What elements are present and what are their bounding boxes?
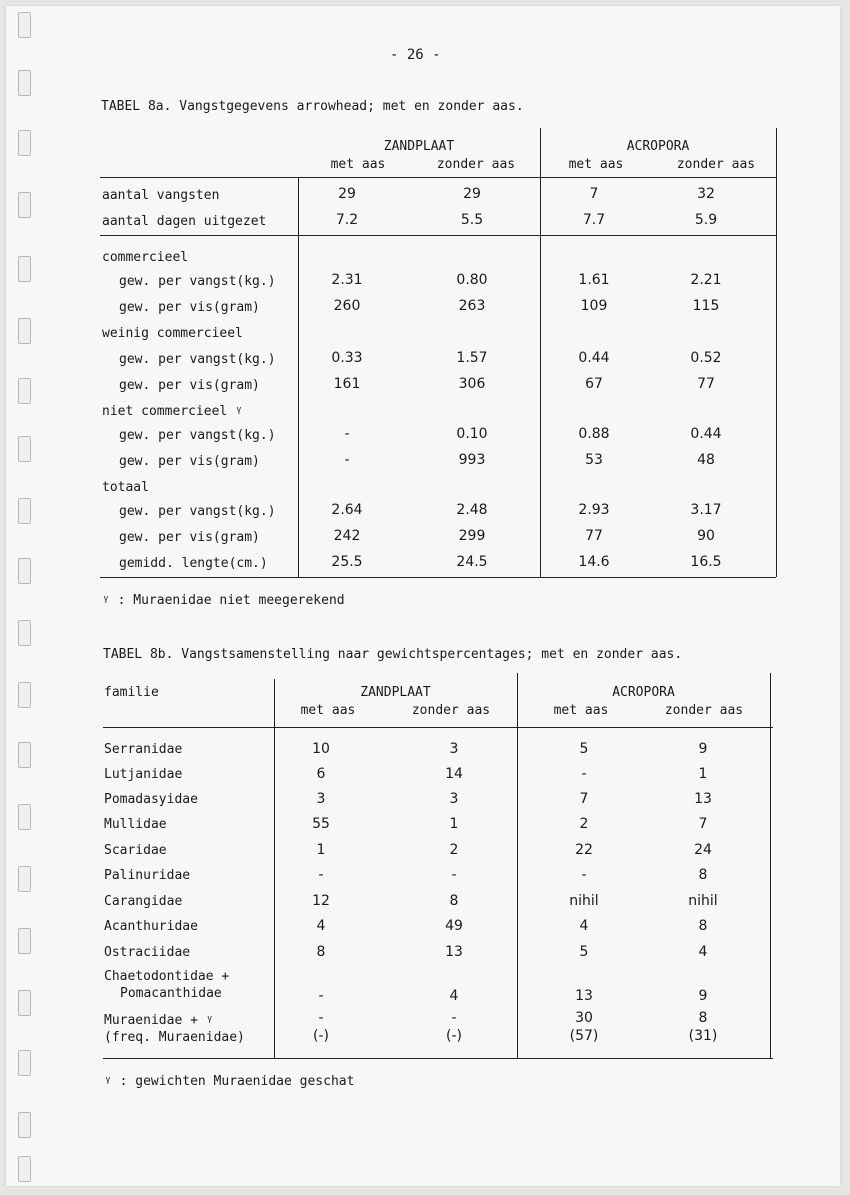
- table-a-cell: 77: [697, 376, 715, 392]
- table-b-subheader: zonder aas: [411, 703, 491, 718]
- table-a-caption: TABEL 8a. Vangstgegevens arrowhead; met en zonder aas.: [101, 99, 524, 114]
- table-b-subheader: zonder aas: [664, 703, 744, 718]
- table-b-row-label: Acanthuridae: [104, 919, 198, 934]
- table-b-cell: 5: [579, 944, 589, 960]
- table-a-cell: 0.80: [456, 272, 488, 288]
- table-b-cell: 8: [449, 893, 459, 909]
- table-a-cell: 993: [458, 452, 486, 468]
- table-b-cell: 1: [449, 816, 459, 832]
- table-a-row-label: gew. per vis(gram): [119, 454, 260, 469]
- table-b-vline-2: [517, 673, 518, 1058]
- table-b-header-rule: [103, 727, 773, 728]
- table-a-cell: 0.52: [690, 350, 722, 366]
- table-a-cell: 2.48: [456, 502, 488, 518]
- table-b-cell: 2: [449, 842, 459, 858]
- table-a-row-label: gew. per vis(gram): [119, 378, 260, 393]
- binder-hole: [18, 682, 31, 708]
- table-b-cell: -: [581, 766, 587, 782]
- table-b-cell: 4: [698, 944, 708, 960]
- table-a-cell: 0.33: [331, 350, 363, 366]
- table-b-cell: 8: [316, 944, 326, 960]
- table-b-cell: 13: [445, 944, 463, 960]
- binder-hole: [18, 436, 31, 462]
- table-a-cell: -: [344, 426, 350, 442]
- binder-hole: [18, 12, 31, 38]
- table-b-group-acropora: ACROPORA: [612, 685, 675, 700]
- table-a-cell: 7.7: [582, 212, 606, 228]
- binder-hole: [18, 928, 31, 954]
- table-a-cell: 161: [333, 376, 361, 392]
- table-a-row-label: niet commercieel ᵞ: [102, 404, 243, 419]
- table-b-cell: 24: [694, 842, 712, 858]
- table-b-cell: 4: [579, 918, 589, 934]
- table-b-row-label: Scaridae: [104, 843, 167, 858]
- table-a-cell: 115: [692, 298, 720, 314]
- binder-hole: [18, 192, 31, 218]
- table-b-cell: -: [451, 1010, 457, 1026]
- table-b-cell: 12: [312, 893, 330, 909]
- table-b-row-label: Ostraciidae: [104, 945, 191, 960]
- table-b-cell: 7: [698, 816, 708, 832]
- table-a-cell: 263: [458, 298, 486, 314]
- table-b-vline-3: [770, 673, 771, 1058]
- table-b-cell: 3: [449, 791, 459, 807]
- table-a-cell: 299: [458, 528, 486, 544]
- table-b-caption: TABEL 8b. Vangstsamenstelling naar gewichtspercentages; met en zonder aas.: [103, 647, 683, 662]
- table-a-cell: 7.2: [335, 212, 359, 228]
- table-a-cell: 2.21: [690, 272, 722, 288]
- document-page: [6, 6, 840, 1186]
- table-b-cell: 13: [694, 791, 712, 807]
- table-a-cell: 25.5: [331, 554, 363, 570]
- binder-hole: [18, 1112, 31, 1138]
- table-b-subheader: met aas: [553, 703, 609, 718]
- table-a-footnote: ᵞ : Muraenidae niet meegerekend: [102, 593, 345, 608]
- binder-hole: [18, 378, 31, 404]
- binder-hole: [18, 70, 31, 96]
- table-a-cell: 5.5: [460, 212, 484, 228]
- table-a-cell: 0.44: [690, 426, 722, 442]
- table-b-familie-header: familie: [104, 685, 159, 700]
- table-a-cell: 7: [589, 186, 599, 202]
- table-b-cell: (-): [446, 1028, 462, 1044]
- table-b-row-label: Pomadasyidae: [104, 792, 198, 807]
- table-a-cell: 2.31: [331, 272, 363, 288]
- table-a-cell: 0.44: [578, 350, 610, 366]
- table-a-cell: 53: [585, 452, 603, 468]
- table-b-cell: 9: [698, 988, 708, 1004]
- table-b-cell: 14: [445, 766, 463, 782]
- table-a-cell: 109: [580, 298, 608, 314]
- table-a-cell: 24.5: [456, 554, 488, 570]
- table-a-row-label: commercieel: [102, 250, 189, 265]
- table-a-cell: 2.64: [331, 502, 363, 518]
- table-b-row-label: Carangidae: [104, 894, 183, 909]
- binder-hole: [18, 1050, 31, 1076]
- table-b-bottom-rule: [103, 1058, 773, 1059]
- table-b-row-label: Palinuridae: [104, 868, 191, 883]
- table-b-row-label: (freq. Muraenidae): [104, 1030, 245, 1045]
- table-b-cell: nihil: [688, 893, 718, 909]
- table-b-row-label: Chaetodontidae +: [104, 969, 230, 984]
- table-b-cell: -: [318, 867, 324, 883]
- table-a-cell: 0.10: [456, 426, 488, 442]
- table-a-subheader: zonder aas: [676, 157, 756, 172]
- table-b-cell: (31): [688, 1028, 718, 1044]
- table-a-row-label: aantal vangsten: [102, 188, 220, 203]
- table-a-cell: 1.61: [578, 272, 610, 288]
- binder-hole: [18, 318, 31, 344]
- table-a-bottom-rule: [100, 577, 776, 578]
- table-a-cell: 5.9: [694, 212, 718, 228]
- table-a-cell: 0.88: [578, 426, 610, 442]
- table-a-cell: 14.6: [578, 554, 610, 570]
- binder-hole: [18, 866, 31, 892]
- table-b-cell: nihil: [569, 893, 599, 909]
- table-a-cell: 77: [585, 528, 603, 544]
- table-a-vline-3: [776, 128, 777, 577]
- table-a-group-zandplaat: ZANDPLAAT: [383, 139, 455, 154]
- binder-hole: [18, 558, 31, 584]
- table-b-cell: 13: [575, 988, 593, 1004]
- binder-hole: [18, 804, 31, 830]
- table-b-cell: -: [451, 867, 457, 883]
- table-a-mid-rule: [100, 235, 776, 236]
- table-b-footnote: ᵞ : gewichten Muraenidae geschat: [104, 1074, 355, 1089]
- table-a-row-label: gew. per vangst(kg.): [119, 428, 276, 443]
- table-a-row-label: aantal dagen uitgezet: [102, 214, 267, 229]
- table-b-row-label: Pomacanthidae: [120, 986, 222, 1001]
- table-a-cell: 242: [333, 528, 361, 544]
- table-a-cell: 16.5: [690, 554, 722, 570]
- binder-hole: [18, 256, 31, 282]
- table-b-cell: 22: [575, 842, 593, 858]
- table-a-header-rule: [100, 177, 776, 178]
- table-b-cell: 10: [312, 741, 330, 757]
- table-a-row-label: gew. per vangst(kg.): [119, 352, 276, 367]
- table-b-cell: -: [581, 867, 587, 883]
- table-b-cell: -: [318, 1010, 324, 1026]
- table-b-row-label: Serranidae: [104, 742, 183, 757]
- table-b-subheader: met aas: [300, 703, 356, 718]
- binder-hole: [18, 742, 31, 768]
- table-b-cell: 8: [698, 867, 708, 883]
- table-a-cell: 48: [697, 452, 715, 468]
- table-b-vline-1: [274, 679, 275, 1058]
- table-a-subheader: zonder aas: [436, 157, 516, 172]
- table-b-cell: 7: [579, 791, 589, 807]
- table-a-row-label: gew. per vis(gram): [119, 530, 260, 545]
- binder-hole: [18, 498, 31, 524]
- table-b-cell: 55: [312, 816, 330, 832]
- table-a-row-label: gew. per vangst(kg.): [119, 504, 276, 519]
- table-a-cell: 32: [697, 186, 715, 202]
- table-b-cell: 4: [316, 918, 326, 934]
- table-a-row-label: gemidd. lengte(cm.): [119, 556, 268, 571]
- table-a-row-label: gew. per vangst(kg.): [119, 274, 276, 289]
- table-a-cell: 67: [585, 376, 603, 392]
- table-b-cell: 8: [698, 918, 708, 934]
- table-b-row-label: Muraenidae + ᵞ: [104, 1013, 214, 1028]
- table-a-subheader: met aas: [330, 157, 386, 172]
- table-b-cell: 49: [445, 918, 463, 934]
- table-a-cell: 90: [697, 528, 715, 544]
- table-b-cell: 1: [698, 766, 708, 782]
- table-a-cell: 29: [463, 186, 481, 202]
- table-b-cell: -: [318, 988, 324, 1004]
- table-b-cell: (-): [313, 1028, 329, 1044]
- table-b-cell: 6: [316, 766, 326, 782]
- table-a-vline-2: [540, 128, 541, 577]
- table-b-cell: (57): [569, 1028, 599, 1044]
- table-b-cell: 2: [579, 816, 589, 832]
- table-b-cell: 5: [579, 741, 589, 757]
- table-b-cell: 4: [449, 988, 459, 1004]
- table-a-cell: -: [344, 452, 350, 468]
- table-a-cell: 1.57: [456, 350, 488, 366]
- table-a-row-label: weinig commercieel: [102, 326, 243, 341]
- table-a-row-label: totaal: [102, 480, 149, 495]
- table-a-group-acropora: ACROPORA: [626, 139, 690, 154]
- table-b-row-label: Lutjanidae: [104, 767, 183, 782]
- page-number: - 26 -: [390, 47, 441, 63]
- binder-hole: [18, 130, 31, 156]
- table-b-group-zandplaat: ZANDPLAAT: [360, 685, 431, 700]
- table-a-cell: 260: [333, 298, 361, 314]
- table-a-row-label: gew. per vis(gram): [119, 300, 260, 315]
- binder-holes: [18, 6, 34, 1186]
- table-b-cell: 8: [698, 1010, 708, 1026]
- table-a-cell: 306: [458, 376, 486, 392]
- binder-hole: [18, 620, 31, 646]
- table-b-cell: 3: [316, 791, 326, 807]
- binder-hole: [18, 1156, 31, 1182]
- table-a-vline-1: [298, 177, 299, 577]
- table-b-row-label: Mullidae: [104, 817, 167, 832]
- binder-hole: [18, 990, 31, 1016]
- table-a-cell: 3.17: [690, 502, 722, 518]
- table-b-cell: 9: [698, 741, 708, 757]
- table-b-cell: 1: [316, 842, 326, 858]
- table-b-cell: 3: [449, 741, 459, 757]
- table-a-subheader: met aas: [568, 157, 624, 172]
- table-b-cell: 30: [575, 1010, 593, 1026]
- table-a-cell: 2.93: [578, 502, 610, 518]
- table-a-cell: 29: [338, 186, 356, 202]
